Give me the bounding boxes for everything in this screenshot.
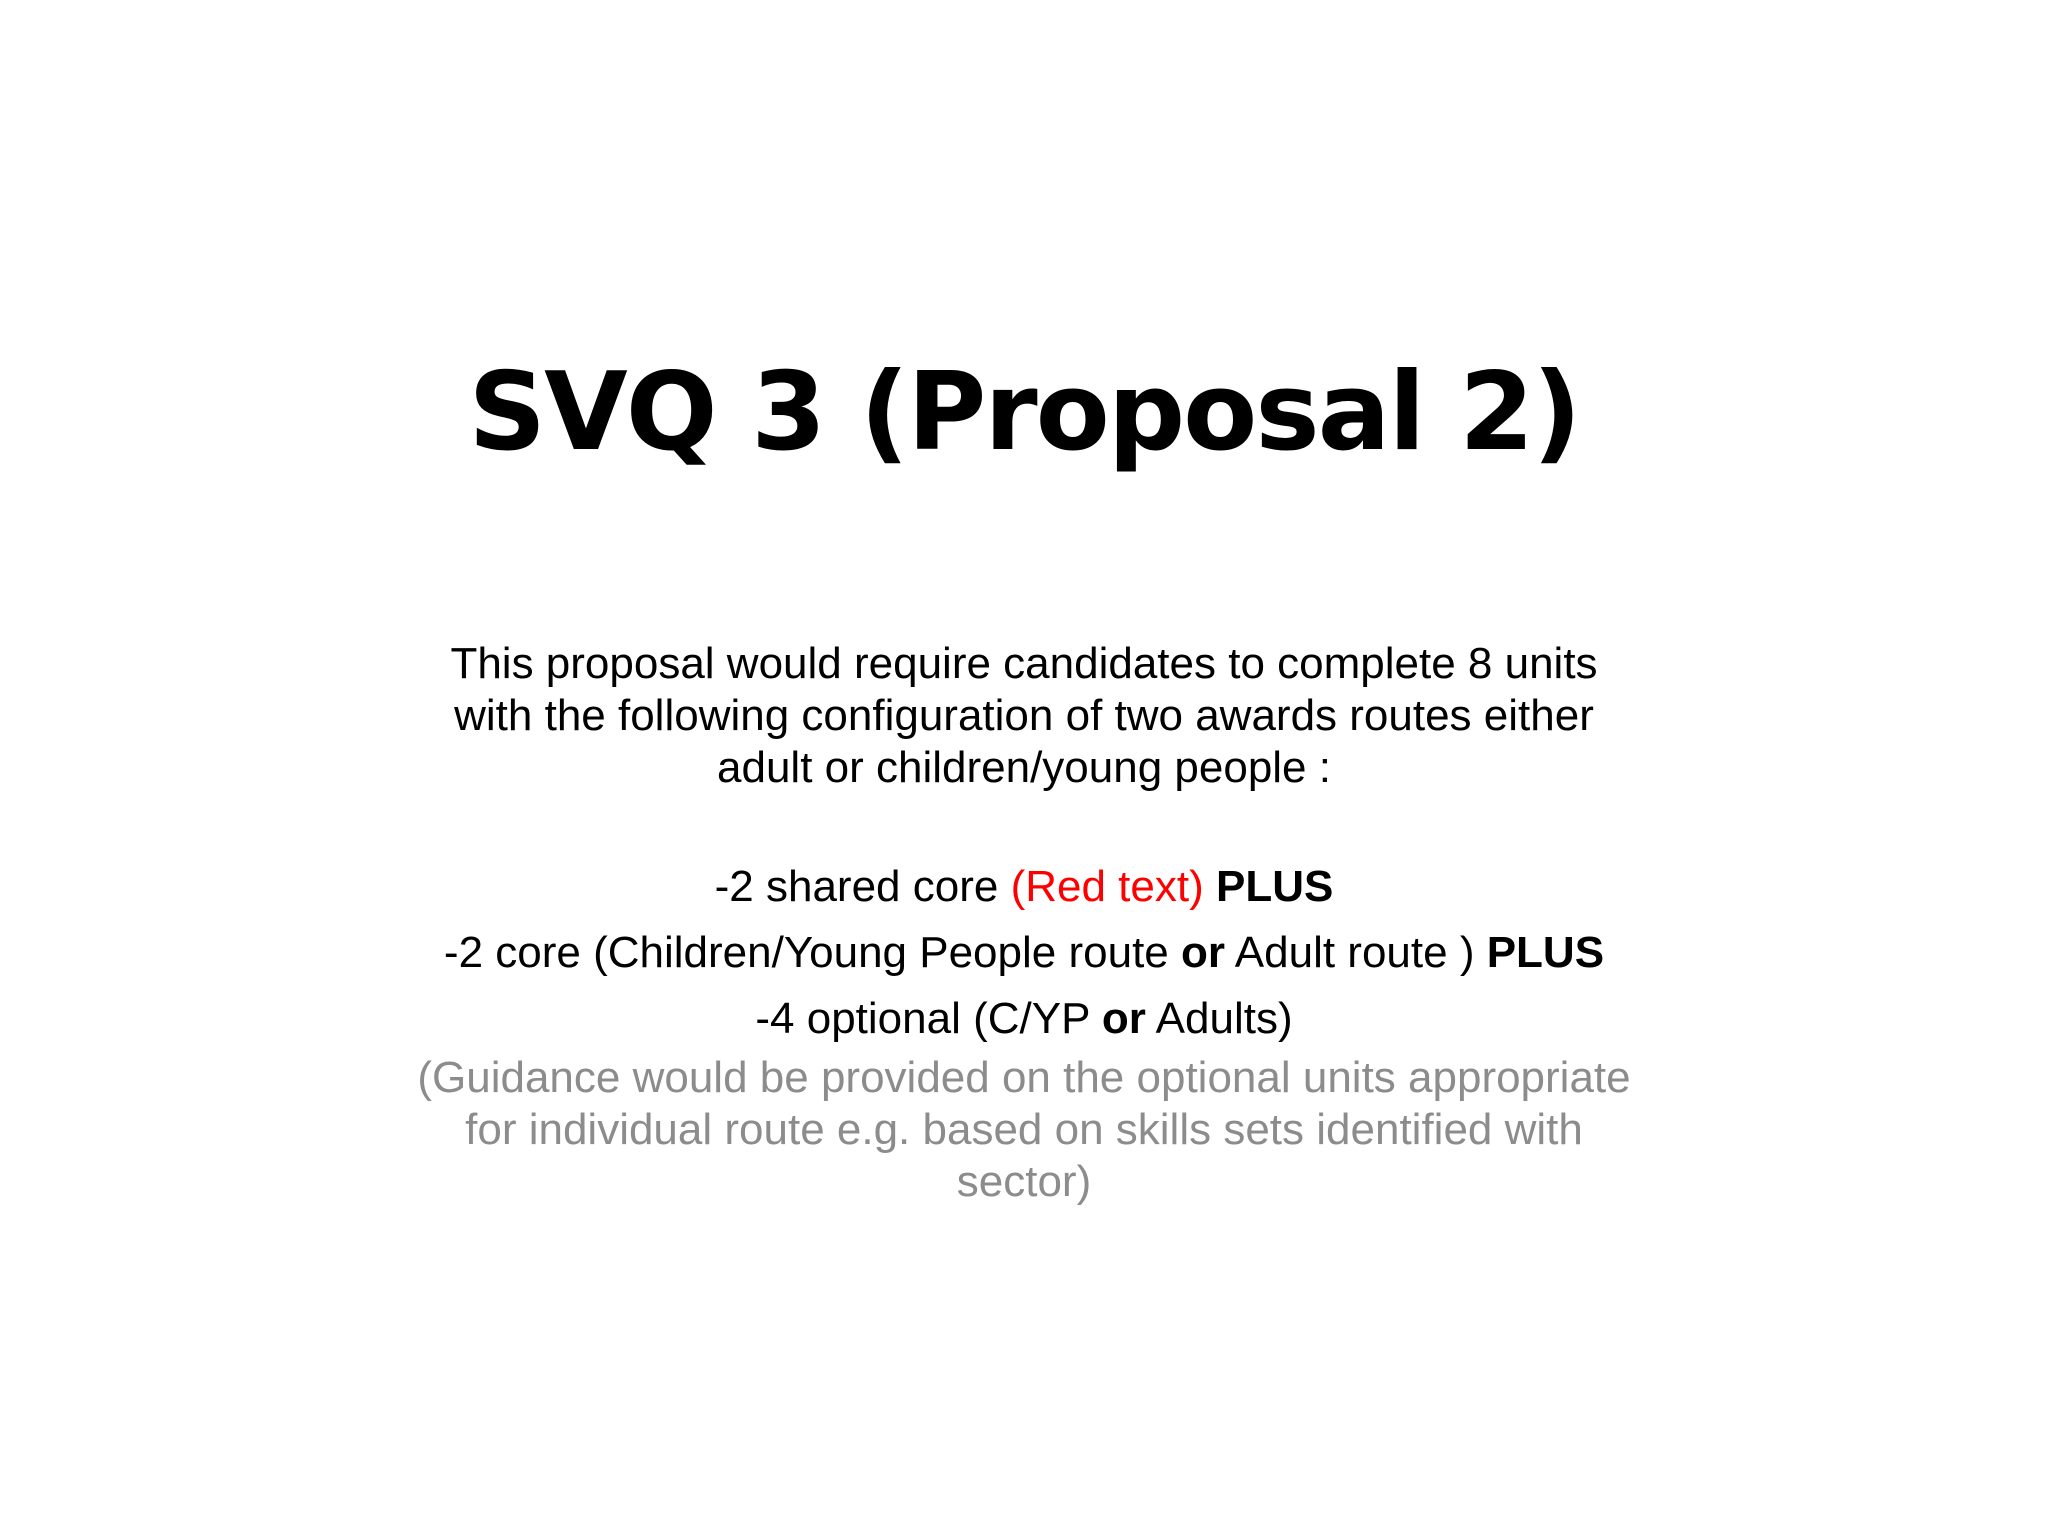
guidance-line-3: sector) xyxy=(956,1157,1092,1206)
guidance-line-1: (Guidance would be provided on the optional units appropriate xyxy=(417,1053,1631,1102)
rule-2-plus: PLUS xyxy=(1486,928,1605,977)
rule-2-middle: Adult route ) xyxy=(1225,928,1487,977)
intro-line-3: adult or children/young people : xyxy=(717,743,1331,792)
intro-line-2: with the following configuration of two awards routes either xyxy=(454,691,1594,740)
rule-3-prefix: -4 optional (C/YP xyxy=(755,994,1102,1043)
slide-body xyxy=(280,638,1768,1208)
rule-1-plus: PLUS xyxy=(1215,862,1334,911)
rule-1-prefix: -2 shared core xyxy=(714,862,1011,911)
rule-optional xyxy=(280,986,1768,1052)
rule-3-suffix: Adults) xyxy=(1145,994,1293,1043)
intro-paragraph xyxy=(280,638,1768,794)
spacer xyxy=(280,794,1768,854)
rule-3-or: or xyxy=(1101,994,1146,1043)
rule-2-or: or xyxy=(1181,928,1225,977)
guidance-note xyxy=(280,1052,1768,1208)
guidance-line-2: for individual route e.g. based on skills sets identified with xyxy=(465,1105,1583,1154)
rule-shared-core xyxy=(280,854,1768,920)
rule-1-suffix xyxy=(1204,862,1216,911)
intro-line-1: This proposal would require candidates to complete 8 units xyxy=(450,639,1598,688)
rule-2-prefix: -2 core (Children/Young People route xyxy=(443,928,1181,977)
rule-1-red-text: (Red text) xyxy=(1010,862,1204,911)
rule-core xyxy=(280,920,1768,986)
slide-title: SVQ 3 (Proposal 2) xyxy=(468,350,1580,475)
